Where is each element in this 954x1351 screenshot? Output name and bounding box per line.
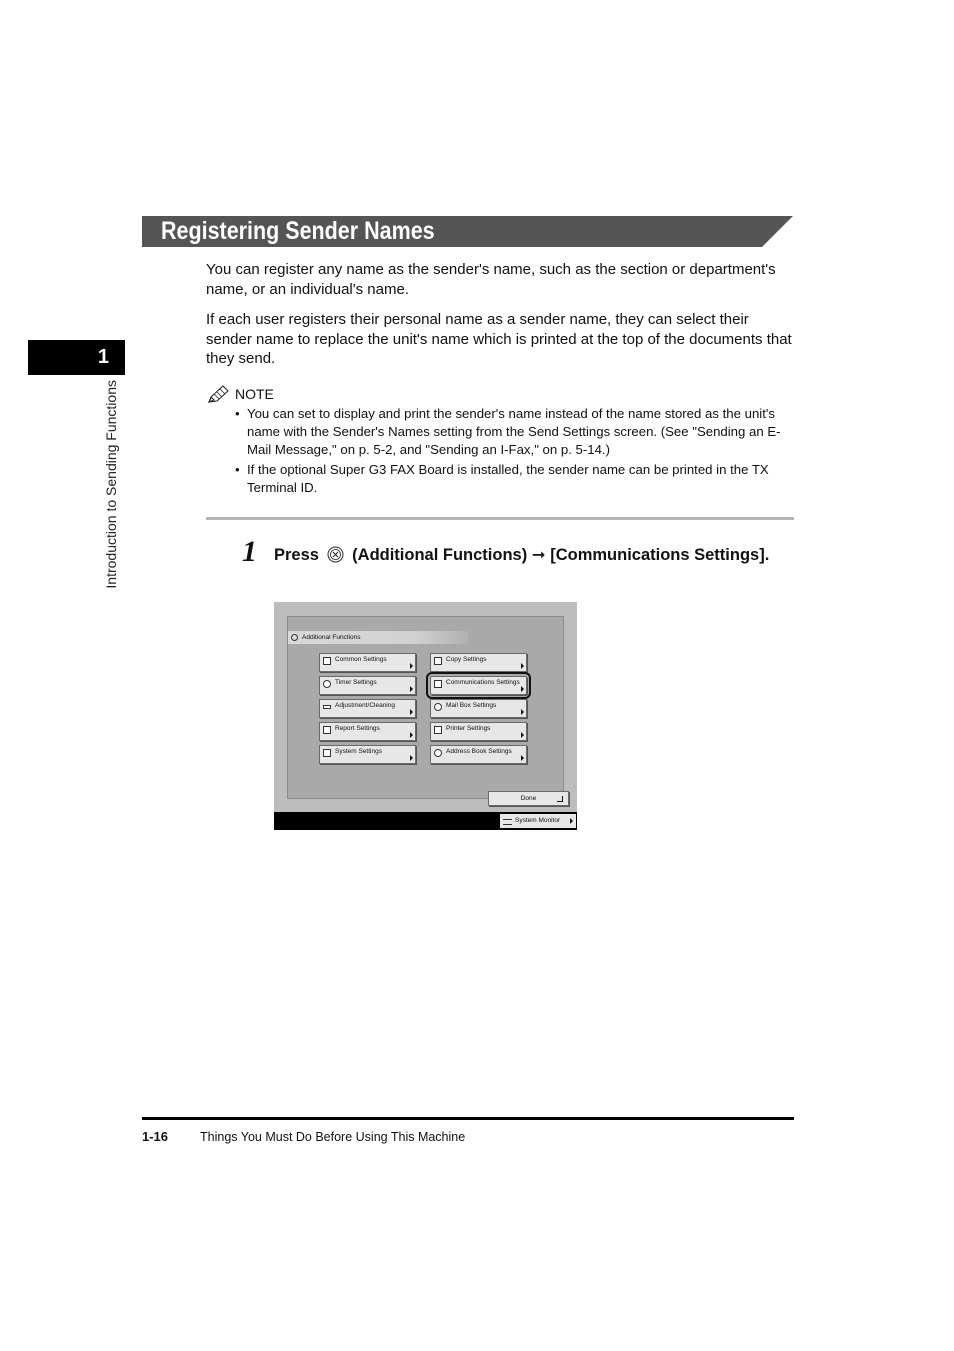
arrow-right-icon <box>410 663 413 669</box>
timer-settings-button[interactable] <box>319 676 416 695</box>
done-button[interactable] <box>488 791 569 806</box>
arrow-right-icon <box>410 709 413 715</box>
intro-paragraph-2: If each user registers their personal name as a sender name, they can select their sender name to replace the unit's name which is printed at the top of the documents that they send. <box>206 311 792 367</box>
common-settings-icon <box>323 657 331 665</box>
send-icon <box>434 680 442 688</box>
report-icon <box>323 726 331 734</box>
screen-title: Additional Functions <box>302 634 361 641</box>
button-label: Report Settings <box>335 725 380 732</box>
done-label: Done <box>520 795 537 802</box>
section-header <box>142 216 793 247</box>
adjustment-icon <box>323 705 331 709</box>
system-monitor-icon <box>503 819 512 825</box>
arrow-right-icon <box>410 732 413 738</box>
system-monitor-label: System Monitor <box>515 817 561 824</box>
status-bar <box>274 812 577 830</box>
section-divider <box>206 517 794 520</box>
address-book-icon <box>434 749 442 757</box>
arrow-right-icon <box>410 755 413 761</box>
button-label: Copy Settings <box>446 656 487 663</box>
copy-settings-button[interactable] <box>430 653 527 672</box>
printer-icon <box>434 726 442 734</box>
communications-settings-button[interactable] <box>430 676 527 695</box>
page-number: 1-16 <box>142 1129 169 1144</box>
note-list <box>232 405 794 500</box>
step-press-word: Press <box>274 546 319 564</box>
screen-title-bar <box>288 631 468 644</box>
arrow-right-icon <box>521 663 524 669</box>
arrow-right-icon <box>410 686 413 692</box>
intro-paragraph-1: You can register any name as the sender's name, such as the section or department's name, or an individual's name. <box>206 261 776 298</box>
note-item <box>232 405 794 458</box>
mail-box-settings-button[interactable] <box>430 699 527 718</box>
address-book-settings-button[interactable] <box>430 745 527 764</box>
button-label: Address Book Settings <box>446 748 512 755</box>
button-label: Mail Box Settings <box>446 702 497 709</box>
pencil-note-icon <box>206 385 230 405</box>
additional-functions-icon <box>291 634 298 641</box>
step-number: 1 <box>242 535 257 568</box>
printer-settings-button[interactable] <box>430 722 527 741</box>
section-title: Registering Sender Names <box>161 217 435 245</box>
arrow-right-icon <box>521 732 524 738</box>
note-label: NOTE <box>235 386 274 402</box>
clock-icon <box>323 680 331 688</box>
copy-icon <box>434 657 442 665</box>
button-label: System Settings <box>335 748 382 755</box>
additional-functions-key-icon <box>327 546 344 563</box>
arrow-right-icon <box>521 755 524 761</box>
system-monitor-button[interactable] <box>500 814 576 828</box>
note-item <box>232 461 794 497</box>
arrow-right-icon <box>521 709 524 715</box>
note-bullet: • <box>235 462 240 478</box>
footer-rule <box>142 1117 794 1120</box>
button-label: Adjustment/Cleaning <box>335 702 395 709</box>
button-label: Printer Settings <box>446 725 491 732</box>
button-label: Communications Settings <box>446 679 520 686</box>
touch-panel-screen <box>274 602 577 830</box>
note-item-text: You can set to display and print the sender's name instead of the name stored as the unit's name with the Sender's Names setting from the Send Settings screen. (See "Sending an E-Mail Message," on p. 5-2, and "Sending an I-Fax," on p. 5-14.) <box>247 406 781 457</box>
common-settings-button[interactable] <box>319 653 416 672</box>
enter-icon <box>557 796 563 802</box>
additional-functions-panel <box>287 616 564 802</box>
system-settings-icon <box>323 749 331 757</box>
note-bullet: • <box>235 406 240 421</box>
note-item-text: If the optional Super G3 FAX Board is installed, the sender name can be printed in the TX Terminal ID. <box>247 462 769 496</box>
chapter-tab <box>28 340 125 375</box>
button-label: Timer Settings <box>335 679 377 686</box>
adjustment-cleaning-button[interactable] <box>319 699 416 718</box>
chapter-number: 1 <box>97 346 109 368</box>
mail-box-icon <box>434 703 442 711</box>
step-rest-text: (Additional Functions) ➞ [Communications Settings]. <box>352 546 770 564</box>
button-label: Common Settings <box>335 656 387 663</box>
report-settings-button[interactable] <box>319 722 416 741</box>
arrow-right-icon <box>521 686 524 692</box>
footer-title: Things You Must Do Before Using This Machine <box>200 1130 466 1144</box>
arrow-right-icon <box>570 818 573 824</box>
step-instruction <box>274 545 794 567</box>
system-settings-button[interactable] <box>319 745 416 764</box>
chapter-side-label-text: Introduction to Sending Functions <box>103 380 119 589</box>
